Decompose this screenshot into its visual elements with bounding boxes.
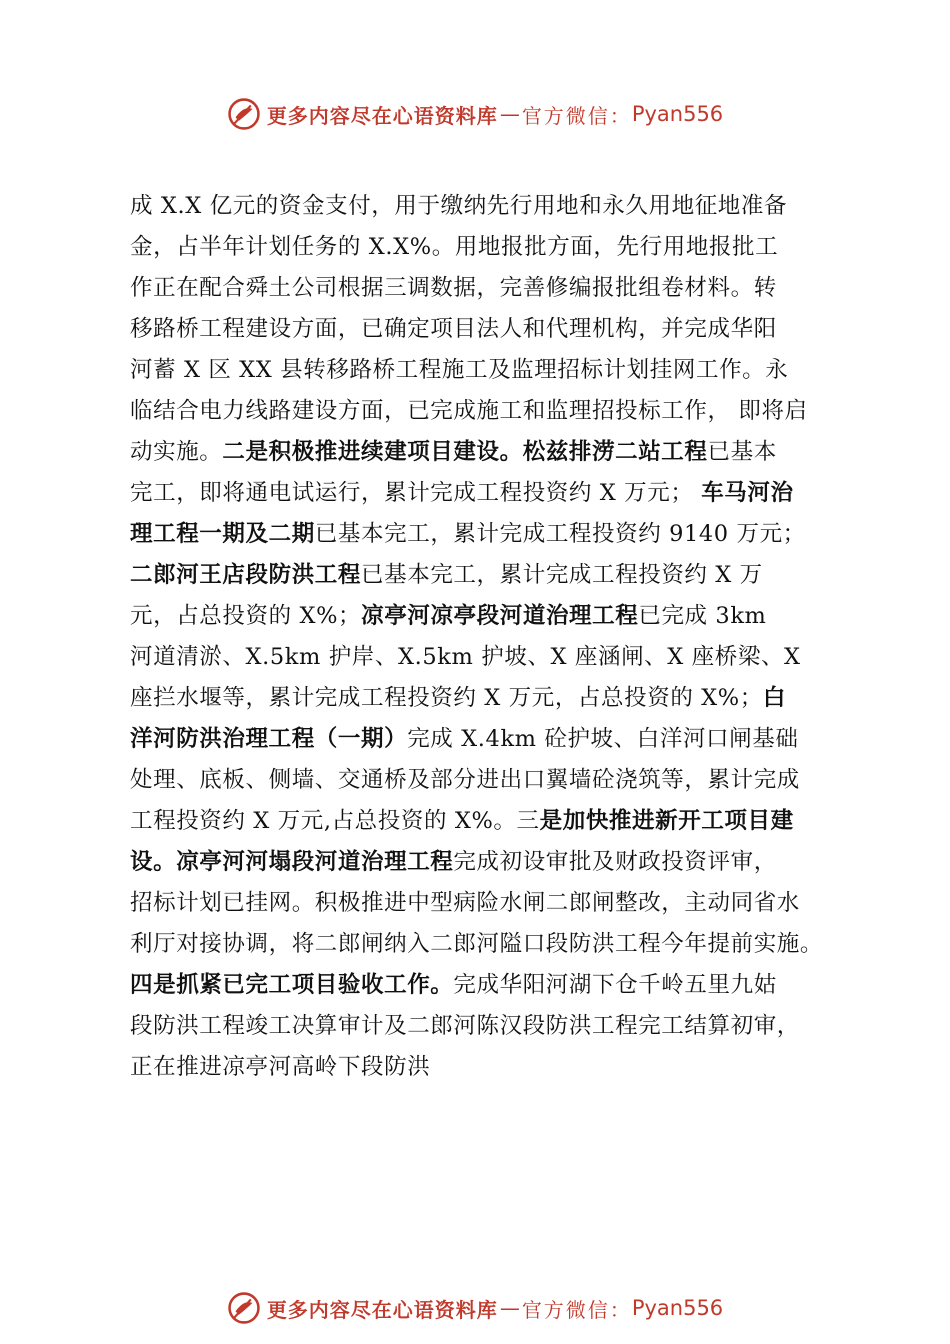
banner-text: 更多内容尽在心语资料库 bbox=[266, 103, 498, 128]
banner-separator: — bbox=[499, 102, 520, 126]
text-line bbox=[130, 227, 842, 268]
text-run: 元，占总投资的 X%； bbox=[130, 603, 362, 629]
text-run: 已完成 3km bbox=[638, 603, 767, 629]
header-banner bbox=[0, 94, 950, 134]
text-line bbox=[130, 350, 842, 391]
banner-separator: — bbox=[499, 1296, 520, 1320]
text-line bbox=[130, 309, 842, 350]
bold-text-run: 车马河治 bbox=[701, 480, 794, 506]
text-line bbox=[130, 596, 842, 637]
text-line bbox=[130, 719, 842, 760]
text-run: 已基本完工，累计完成工程投资约 9140 万元； bbox=[314, 521, 806, 547]
text-run: 河蓄 X 区 XX 县转移路桥工程施工及监理招标计划挂网工作。永 bbox=[130, 357, 789, 383]
text-line bbox=[130, 760, 842, 801]
bold-text-run: 是加快推进新开工项目建 bbox=[539, 808, 794, 834]
text-line bbox=[130, 186, 842, 227]
bold-text-run: 二是积极推进续建项目建设。松兹排涝二站工程 bbox=[222, 439, 708, 465]
text-line bbox=[130, 924, 842, 965]
text-line bbox=[130, 514, 842, 555]
text-run: 已基本完工，累计完成工程投资约 X 万 bbox=[361, 562, 763, 588]
text-run: 成 X.X 亿元的资金支付，用于缴纳先行用地和永久用地征地准备 bbox=[130, 193, 788, 219]
text-run: 工程投资约 X 万元,占总投资的 X%。三 bbox=[130, 808, 540, 834]
text-line bbox=[130, 1047, 842, 1088]
text-run: 段防洪工程竣工决算审计及二郎河陈汉段防洪工程完工结算初审， bbox=[130, 1013, 800, 1039]
bold-text-run: 四是抓紧已完工项目验收工作。 bbox=[130, 972, 454, 998]
text-line bbox=[130, 268, 842, 309]
text-run: 金，占半年计划任务的 X.X%。用地报批方面，先行用地报批工 bbox=[130, 234, 779, 260]
text-line bbox=[130, 678, 842, 719]
text-line bbox=[130, 801, 842, 842]
text-line bbox=[130, 883, 842, 924]
bold-text-run: 设。凉亭河河塌段河道治理工程 bbox=[130, 849, 454, 875]
text-run: 临结合电力线路建设方面，已完成施工和监理招投标工作， 即将启 bbox=[130, 398, 808, 424]
text-run: 动实施。 bbox=[130, 439, 223, 465]
text-run: 河道清淤、X.5km 护岸、X.5km 护坡、X 座涵闸、X 座桥梁、X bbox=[130, 644, 801, 670]
text-run: 已基本 bbox=[707, 439, 777, 465]
text-run: 完成初设审批及财政投资评审， bbox=[453, 849, 777, 875]
text-run: 处理、底板、侧墙、交通桥及部分进出口翼墙砼浇筑等，累计完成 bbox=[130, 767, 800, 793]
bold-text-run: 凉亭河凉亭段河道治理工程 bbox=[361, 603, 639, 629]
footer-banner bbox=[0, 1288, 950, 1328]
bold-text-run: 白 bbox=[762, 685, 786, 711]
text-run: 完成 X.4km 砼护坡、白洋河口闸基础 bbox=[407, 726, 799, 752]
bold-text-run: 洋河防洪治理工程（一期） bbox=[130, 726, 408, 752]
banner-wechat-label: 官方微信： bbox=[521, 103, 632, 128]
text-line bbox=[130, 432, 842, 473]
text-line bbox=[130, 1006, 842, 1047]
text-run: 完成华阳河湖下仓千岭五里九姑 bbox=[453, 972, 777, 998]
text-run: 正在推进凉亭河高岭下段防洪 bbox=[130, 1054, 431, 1080]
text-run: 移路桥工程建设方面，已确定项目法人和代理机构，并完成华阳 bbox=[130, 316, 777, 342]
text-line bbox=[130, 391, 842, 432]
bold-text-run: 二郎河王店段防洪工程 bbox=[130, 562, 362, 588]
banner-text: 更多内容尽在心语资料库 bbox=[266, 1297, 498, 1322]
banner-wechat-id: Pyan556 bbox=[631, 1296, 724, 1320]
brand-logo-icon bbox=[227, 97, 261, 131]
text-line bbox=[130, 473, 842, 514]
brand-logo-icon bbox=[227, 1291, 261, 1325]
document-body bbox=[130, 186, 842, 1088]
text-line bbox=[130, 637, 842, 678]
text-run: 座拦水堰等，累计完成工程投资约 X 万元，占总投资的 X%； bbox=[130, 685, 763, 711]
banner-wechat-id: Pyan556 bbox=[631, 102, 724, 126]
text-line bbox=[130, 555, 842, 596]
text-line bbox=[130, 965, 842, 1006]
text-run: 作正在配合舜土公司根据三调数据，完善修编报批组卷材料。转 bbox=[130, 275, 777, 301]
text-run: 招标计划已挂网。积极推进中型病险水闸二郎闸整改，主动同省水 bbox=[130, 890, 800, 916]
banner-wechat-label: 官方微信： bbox=[521, 1297, 632, 1322]
text-run: 完工，即将通电试运行，累计完成工程投资约 X 万元； bbox=[130, 480, 702, 506]
text-run: 利厅对接协调，将二郎闸纳入二郎河隘口段防洪工程今年提前实施。 bbox=[130, 931, 824, 957]
text-line bbox=[130, 842, 842, 883]
bold-text-run: 理工程一期及二期 bbox=[130, 521, 315, 547]
